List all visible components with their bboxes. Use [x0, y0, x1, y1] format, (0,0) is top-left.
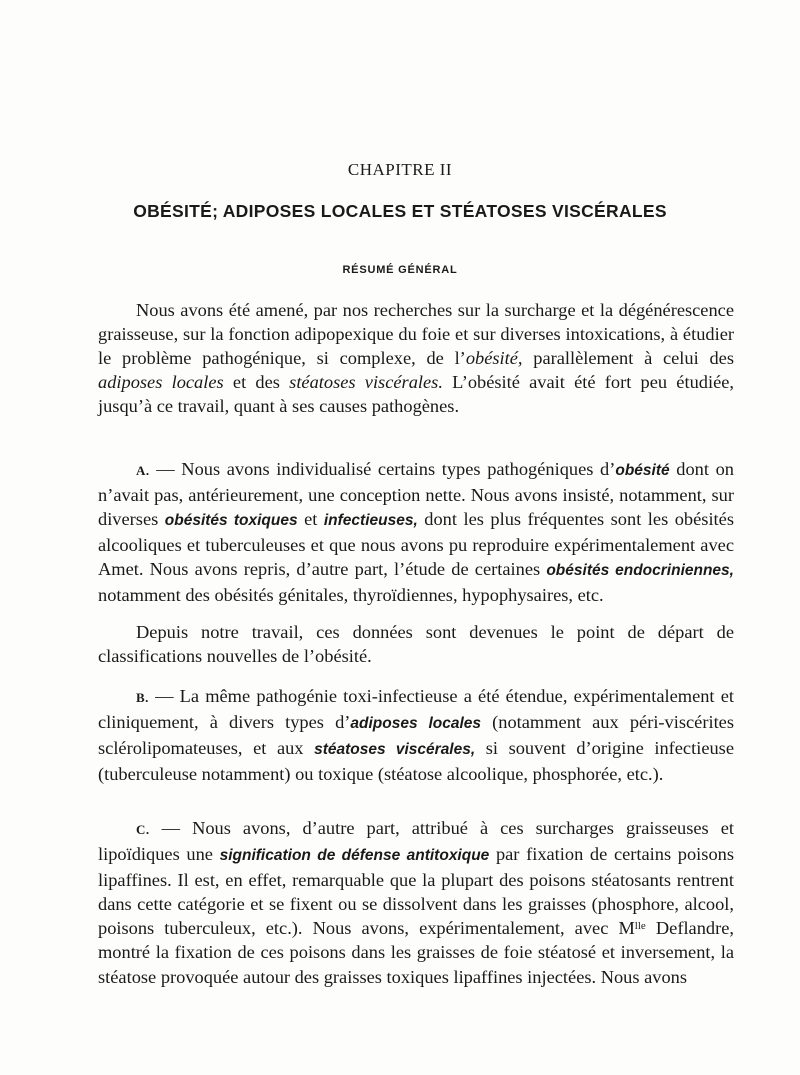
- text-span: notamment des obésités génitales, thyroïdiennes, hypophysaires, etc.: [98, 585, 604, 606]
- text-span: — Nous avons, d’autre part, attribué à ces surcharges graisseuses et lipoïdiques une: [98, 818, 734, 865]
- text-span: Deflandre, montré la fixation de ces poisons dans les graisses de foie stéatosé et inversement, la stéatose provoquée autour des graisses toxiques lipaffines injectées. Nous avons: [98, 918, 734, 987]
- paragraph-intro: [98, 298, 734, 418]
- text-span: dont on n’avait pas, antérieurement, une conception nette. Nous avons insisté, notamment, sur diverses: [98, 459, 734, 530]
- text-span: et: [297, 509, 324, 530]
- paragraph-a: [98, 457, 734, 608]
- section-marker-b: B.: [136, 690, 149, 705]
- emphasis-term: stéatoses viscérales,: [314, 741, 476, 759]
- italic-term: adiposes locales: [98, 372, 224, 393]
- text-span: et des: [223, 372, 290, 393]
- paragraph-c: [98, 816, 734, 989]
- emphasis-term: obésités endocriniennes,: [546, 562, 734, 580]
- chapter-label: CHAPITRE II: [347, 160, 453, 179]
- paragraph-a-continued: Depuis notre travail, ces données sont devenues le point de départ de classifications nouvelles de l’obésité.: [98, 622, 734, 667]
- text-span: parallèlement à celui des: [522, 348, 734, 369]
- emphasis-term: obésités toxiques: [164, 512, 298, 530]
- italic-term: stéatoses viscérales.: [289, 372, 443, 393]
- paragraph-b: [98, 684, 734, 786]
- section-marker-c: C.: [136, 822, 150, 837]
- section-heading: RÉSUMÉ GÉNÉRAL: [342, 264, 458, 276]
- text-span: par fixation de certains poisons lipaffines. Il est, en effet, remarquable que la plupart des poisons stéatosants rentrent dans cette catégorie et se fixent ou se dissolvent dans les graisses (phosphore, alcool, poisons tuberculeux, etc.). Nous avons, expérimentalement, avec M: [98, 844, 734, 939]
- text-span: — Nous avons individualisé certains types pathogéniques d’: [149, 459, 616, 479]
- emphasis-term: infectieuses,: [323, 512, 418, 530]
- italic-term: obésité,: [465, 348, 523, 369]
- emphasis-term: adiposes locales: [350, 715, 482, 733]
- text-span: (notamment aux péri-viscérites sclérolipomateuses, et aux: [98, 712, 735, 759]
- chapter-title: OBÉSITÉ; ADIPOSES LOCALES ET STÉATOSES VISCÉRALES: [133, 201, 667, 221]
- text-span: si souvent d’origine infectieuse (tuberculeuse notamment) ou toxique (stéatose alcoolique, phosphorée, etc.).: [98, 738, 734, 785]
- superscript: lle: [634, 920, 646, 933]
- emphasis-term: obésité: [615, 462, 670, 479]
- emphasis-term: signification de défense antitoxique: [219, 847, 490, 865]
- text-span: dont les plus fréquentes sont les obésités alcooliques et tuberculeuses et que nous avons pu reproduire expérimentalement avec Amet. Nous avons repris, d’autre part, l’étude de certaines: [98, 509, 734, 580]
- text-span: — La même pathogénie toxi-infectieuse a été étendue, expérimentalement et cliniquement, à divers types d’: [98, 686, 734, 733]
- text-span: Nous avons été amené, par nos recherches sur la surcharge et la dégénérescence graisseuse, sur la fonction adipopexique du foie et sur diverses intoxications, à étudier le problème pathogénique, si complexe, de l’: [98, 300, 734, 369]
- text-span: L’obésité avait été fort peu étudiée, jusqu’à ce travail, quant à ses causes pathogènes.: [98, 372, 734, 417]
- section-marker-a: A.: [136, 463, 150, 478]
